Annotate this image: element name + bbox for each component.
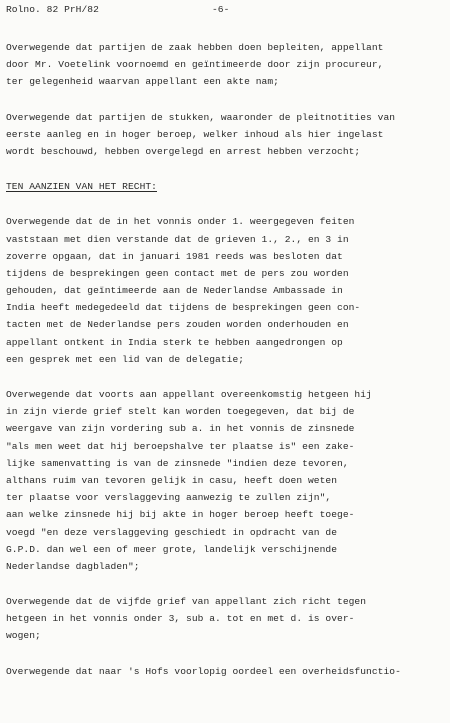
document-body	[6, 39, 446, 680]
text-line: tijdens de besprekingen geen contact met de pers zou worden	[6, 267, 349, 279]
text-line: appellant ontkent in India sterk te hebben aangedrongen op	[6, 336, 343, 348]
text-line: Overwegende dat de in het vonnis onder 1. weergegeven feiten	[6, 216, 355, 228]
text-line: in zijn vierde grief stelt kan worden toegegeven, dat bij de	[6, 406, 355, 418]
text-line: wordt beschouwd, hebben overgelegd en arrest hebben verzocht;	[6, 145, 361, 157]
text-line: aan welke zinsnede hij bij akte in hoger beroep heeft toege-	[6, 509, 355, 521]
text-line: eerste aanleg en in hoger beroep, welker inhoud als hier ingelast	[6, 128, 384, 140]
page-number: -6-	[212, 4, 230, 15]
text-line: door Mr. Voetelink voornoemd en geïntimeerde door zijn procureur,	[6, 59, 384, 71]
text-line: Overwegende dat partijen de stukken, waaronder de pleitnotities van	[6, 111, 396, 123]
section-heading	[6, 178, 446, 195]
paragraph-court-opinion	[6, 663, 446, 680]
text-line: Overwegende dat partijen de zaak hebben doen bepleiten, appellant	[6, 42, 384, 53]
text-line: India heeft medegedeeld dat tijdens de besprekingen geen con-	[6, 302, 361, 314]
text-line: Overwegende dat voorts aan appellant overeenkomstig hetgeen hij	[6, 389, 372, 400]
page-header	[6, 4, 444, 18]
text-line: althans ruim van tevoren gelijk in casu, heeft doen weten	[6, 474, 338, 486]
text-line: zoverre opgaan, dat in januari 1981 reeds was besloten dat	[6, 250, 343, 262]
text-line: G.P.D. dan wel een of meer grote, landelijk verschijnende	[6, 543, 338, 555]
text-line: vaststaan met dien verstande dat de grieven 1., 2., en 3 in	[6, 233, 349, 245]
heading-line: TEN AANZIEN VAN HET RECHT:	[6, 181, 157, 193]
text-line: Nederlandse dagbladen";	[6, 560, 140, 572]
text-line: hetgeen in het vonnis onder 3, sub a. tot en met d. is over-	[6, 613, 355, 625]
text-line: voegd "en deze verslaggeving geschiedt in opdracht van de	[6, 526, 338, 538]
text-line: gehouden, dat geïntimeerde aan de Nederlandse Ambassade in	[6, 285, 343, 297]
paragraph-pleadings	[6, 39, 446, 91]
paragraph-documents	[6, 109, 446, 161]
text-line: wogen;	[6, 630, 41, 642]
text-line: lijke samenvatting is van de zinsnede "indien deze tevoren,	[6, 457, 349, 469]
text-line: ter gelegenheid waarvan appellant een akte nam;	[6, 76, 279, 88]
text-line: Overwegende dat naar 's Hofs voorlopig oordeel een overheidsfunctio-	[6, 665, 401, 677]
case-reference: Rolno. 82 PrH/82	[6, 4, 99, 15]
text-line: ter plaatse voor verslaggeving aanwezig te zullen zijn",	[6, 492, 332, 504]
paragraph-facts	[6, 213, 446, 368]
text-line: tacten met de Nederlandse pers zouden worden onderhouden en	[6, 319, 349, 331]
text-line: een gesprek met een lid van de delegatie;	[6, 353, 245, 365]
paragraph-fourth-ground	[6, 386, 446, 575]
text-line: "als men weet dat hij beroepshalve ter plaatse is" een zake-	[6, 440, 355, 452]
paragraph-fifth-ground	[6, 593, 446, 645]
text-line: Overwegende dat de vijfde grief van appellant zich richt tegen	[6, 596, 367, 608]
text-line: weergave van zijn vordering sub a. in het vonnis de zinsnede	[6, 423, 355, 435]
